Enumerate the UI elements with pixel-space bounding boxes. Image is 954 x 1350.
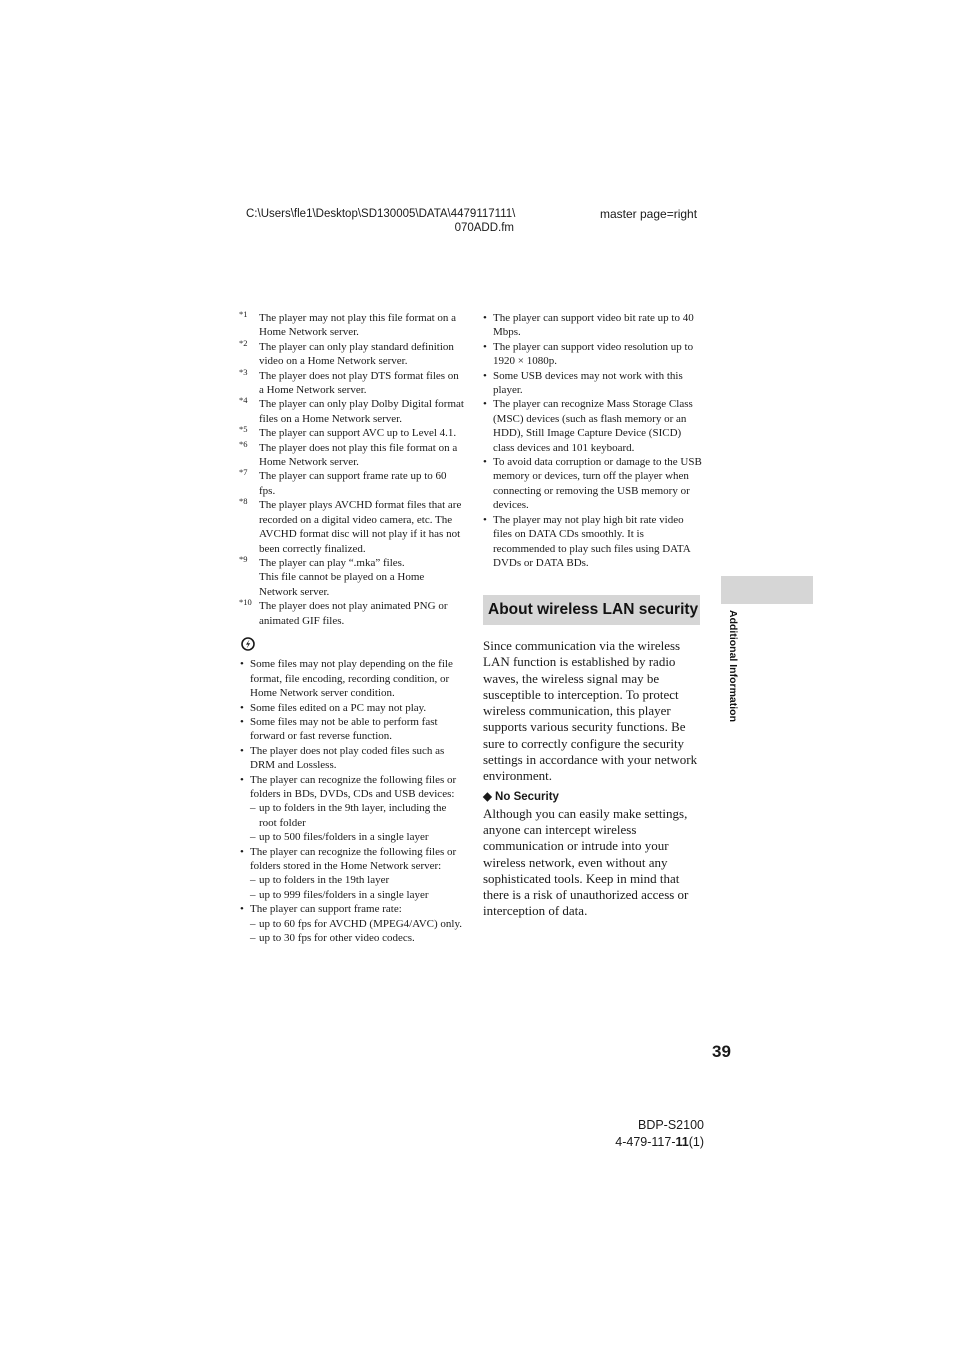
footnote [239, 498, 465, 556]
side-tab-label: Additional Information [727, 610, 739, 722]
footnote-text: The player may not play this file format on a Home Network server. [259, 312, 457, 339]
footnote-text: The player can only play Dolby Digital format files on a Home Network server. [259, 398, 464, 425]
list-item [239, 773, 465, 845]
note-text: Some files edited on a PC may not play. [250, 701, 427, 714]
sub-list-item: – up to folders in the 19th layer [250, 873, 465, 887]
footnote-mark: *5 [239, 424, 248, 435]
footnote-mark: *4 [239, 395, 248, 406]
model-number: BDP-S2100 [637, 1118, 704, 1132]
footnote-mark: *1 [239, 309, 248, 319]
list-item: • The player can support video resolution up to 1920 × 1080p. [483, 340, 705, 369]
note-text: The player does not play coded files such as DRM and Lossless. [250, 744, 445, 772]
list-item [239, 715, 465, 744]
sub-list-item: – up to 30 fps for other video codecs. [250, 931, 465, 945]
footnote-text: The player can support frame rate up to 60 fps. [259, 470, 447, 497]
list-item: • Some USB devices may not work with this player. [483, 369, 705, 398]
sub-list-item: – up to folders in the 9th layer, including the root folder [250, 801, 465, 830]
sub-list [250, 873, 465, 902]
footnote [239, 426, 465, 440]
list-item [239, 657, 465, 700]
footnote-mark: *6 [239, 438, 248, 449]
sub-list-item: – up to 999 files/folders in a single layer [250, 888, 465, 902]
notes-list [239, 657, 465, 945]
footnote-text: The player does not play this file format on a Home Network server. [259, 441, 458, 469]
footnote-text: The player can play “.mka” files. [259, 556, 405, 569]
footnote-mark: *10 [239, 597, 252, 608]
file-path [246, 207, 514, 235]
sub-heading: ◆ No Security [483, 790, 559, 803]
part-number-suffix: (1) [688, 1135, 704, 1149]
footnote [239, 469, 465, 498]
right-column [483, 311, 705, 570]
footnote [239, 553, 465, 599]
usb-notes-list [483, 311, 705, 570]
side-tab-block [721, 576, 813, 604]
note-text: The player can recognize the following files or folders in BDs, DVDs, CDs and USB devices: [250, 773, 457, 800]
section-intro: Since communication via the wireless LAN function is established by radio waves, the wireless signal may be susceptible to interception. To protect wireless communication, this player supports various security functions. Be sure to correctly configure the security settings in accordance with your network environment. [483, 638, 698, 784]
list-item [239, 845, 465, 903]
sub-list-item: – up to 500 files/folders in a single layer [250, 830, 465, 844]
note-icon [241, 637, 255, 651]
note-text: The player can support frame rate: [250, 903, 402, 916]
part-number-bold: 11 [675, 1135, 689, 1149]
list-item: • The player can support video bit rate up to 40 Mbps. [483, 311, 705, 340]
footnote [239, 438, 465, 470]
file-path-line-1: C:\Users\fle1\Desktop\SD130005\DATA\4479117111\ [246, 208, 516, 220]
part-number [560, 1134, 704, 1151]
footnote-text: The player does not play animated PNG or animated GIF files. [259, 600, 448, 627]
footnote-mark: *8 [239, 496, 248, 507]
sub-list-item: – up to 60 fps for AVCHD (MPEG4/AVC) only. [250, 917, 465, 931]
note-text: The player can recognize the following files or folders stored in the Home Network server: [250, 845, 457, 873]
footnote [239, 311, 465, 340]
footnote-text: The player does not play DTS format files on a Home Network server. [259, 369, 459, 397]
file-path-line-2: 070ADD.fm [454, 222, 514, 234]
note-text: Some files may not play depending on the file format, file encoding, recording condition, or Home Network server condition. [250, 658, 453, 700]
footnote [239, 599, 465, 628]
master-page-label: master page=right [600, 207, 698, 221]
footnote-mark: *9 [239, 553, 248, 564]
list-item [239, 701, 465, 715]
footnote [239, 397, 465, 426]
part-number-prefix: 4-479-117- [615, 1135, 676, 1149]
footnote-text: The player can support AVC up to Level 4.1. [259, 427, 457, 440]
section-heading: About wireless LAN security [483, 595, 700, 625]
left-column [239, 311, 465, 945]
list-item [239, 902, 465, 945]
sub-section-text: Although you can easily make settings, anyone can intercept wireless communication or intrude into your wireless network, even without any sophisticated tools. Keep in mind that there is a risk of unauthorized access or interception of data. [483, 805, 689, 919]
sub-list [250, 801, 465, 844]
footnote-mark: *3 [239, 366, 248, 377]
footnote-text: The player can only play standard definition video on a Home Network server. [259, 340, 454, 368]
list-item: • The player can recognize Mass Storage Class (MSC) devices (such as flash memory or an HDD), Still Image Capture Device (SICD) class devices and 101 keyboard. [483, 397, 705, 455]
footnote-text-continued: This file cannot be played on a Home Network server. [259, 571, 425, 598]
section-body [483, 638, 707, 920]
footnote [239, 366, 465, 398]
footnote-text: The player plays AVCHD format files that are recorded on a digital video camera, etc. The AVCHD format disc will not play if it has not been correctly finalized. [259, 499, 462, 555]
footnote-mark: *2 [239, 337, 248, 348]
note-text: Some files may not be able to perform fast forward or fast reverse function. [250, 715, 438, 743]
footnote-mark: *7 [239, 467, 248, 478]
list-item [239, 744, 465, 773]
list-item: • To avoid data corruption or damage to the USB memory or devices, turn off the player when connecting or removing the USB memory or devices. [483, 455, 705, 513]
page-number: 39 [712, 1042, 731, 1061]
footnote [239, 337, 465, 369]
sub-list [250, 917, 465, 946]
list-item: • The player may not play high bit rate video files on DATA CDs smoothly. It is recommended to play such files using DATA DVDs or DATA BDs. [483, 513, 705, 571]
footer-model-info [560, 1117, 704, 1151]
